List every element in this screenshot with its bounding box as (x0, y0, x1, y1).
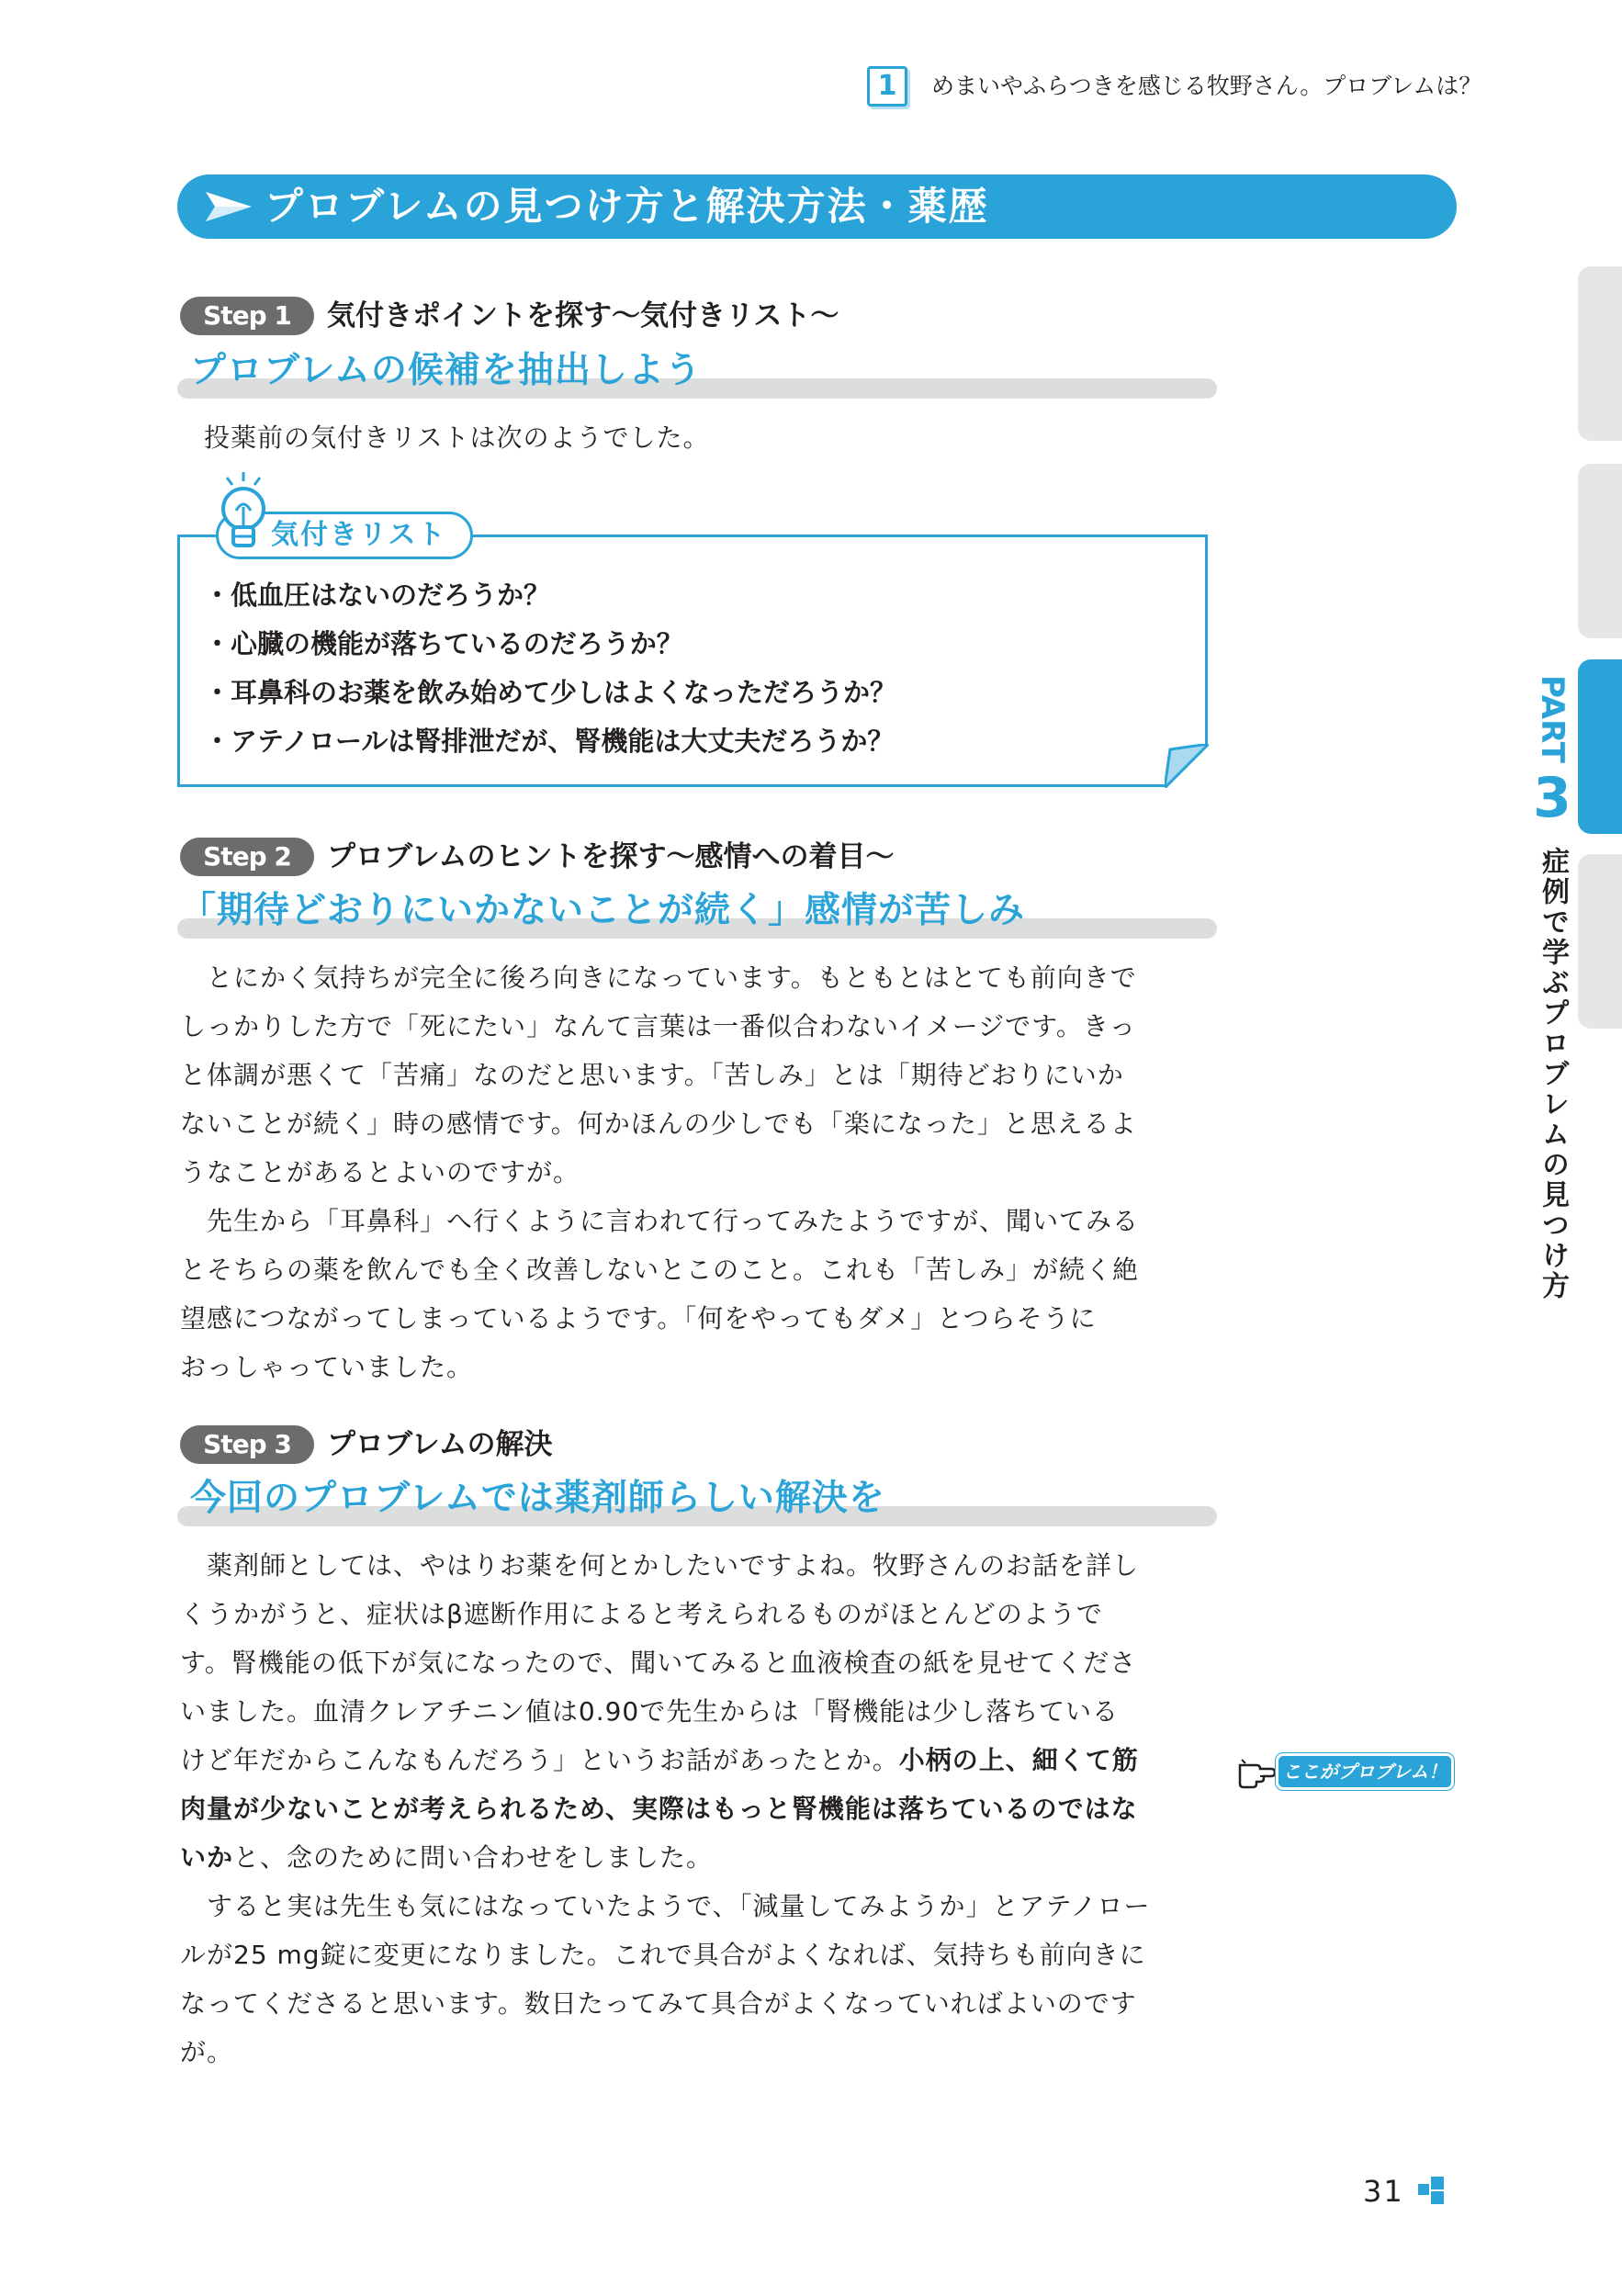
paper-plane-icon (204, 188, 253, 225)
step1-heading: プロブレムの候補を抽出しよう (190, 350, 702, 391)
step2-title: プロブレムのヒントを探す〜感情への着目〜 (327, 840, 895, 873)
page-fold-corner (1165, 744, 1209, 788)
part-label (1525, 675, 1580, 830)
step3-paragraph-line (180, 1736, 1139, 1784)
step2-paragraph-line: とにかく気持ちが完全に後ろ向きになっています。もともとはとても前向きで (180, 962, 1137, 993)
step3-paragraph-line: 薬剤師としては、やはりお薬を何とかしたいですよね。牧野さんのお話を詳し (180, 1550, 1140, 1581)
step3-paragraph-line: なってくださると思います。数日たってみて具合がよくなっていればよいのです (180, 1988, 1137, 2019)
step3-line-plain: けど年だからこんなもんだろう」というお話があったとか。 (180, 1745, 899, 1775)
step1-title: 気付きポイントを探す〜気付きリスト〜 (327, 299, 839, 332)
side-tab-part1[interactable] (1578, 266, 1622, 441)
step2-paragraph-line: しっかりした方で「死にたい」なんて言葉は一番似合わないイメージです。きっ (180, 1011, 1136, 1041)
list-item: ・耳鼻科のお薬を飲み始めて少しはよくなっただろうか？ (204, 677, 897, 708)
step2-paragraph-line: ないことが続く」時の感情です。何かほんの少しでも「楽になった」と思えるよ (180, 1109, 1137, 1139)
notice-list-label: 気付きリスト (271, 519, 447, 551)
side-tab-part4[interactable] (1578, 854, 1622, 1029)
list-item: ・アテノロールは腎排泄だが、腎機能は大丈夫だろうか？ (204, 726, 895, 757)
step3-line-emphasis: 肉量が少ないことが考えられるため、実際はもっと腎機能は落ちているのではな (180, 1794, 1138, 1824)
light-bulb-icon (214, 470, 273, 560)
step3-paragraph-line: す。腎機能の低下が気になったので、聞いてみると血液検査の紙を見せてくださ (180, 1648, 1137, 1678)
step3-paragraph-line: すると実は先生も気にはなっていたようで、「減量してみようか」とアテノロー (180, 1891, 1151, 1921)
pointing-hand-icon (1236, 1754, 1277, 1789)
part-word: PART (1534, 675, 1571, 763)
step2-paragraph-line: と体調が悪くて「苦痛」なのだと思います。「苦しみ」とは「期待どおりにいか (180, 1060, 1124, 1090)
step3-line-emphasis: 小柄の上、細くて筋 (898, 1745, 1139, 1775)
step3-paragraph-line: くうかがうと、症状はβ遮断作用によると考えられるものがほとんどのようで (180, 1599, 1103, 1629)
step3-heading: 今回のプロブレムでは薬剤師らしい解決を (190, 1478, 885, 1519)
list-item: ・低血圧はないのだろうか？ (204, 580, 551, 611)
step3-line-plain: と、念のために問い合わせをしました。 (233, 1842, 714, 1873)
problem-callout: ここがプロブレム！ (1278, 1756, 1451, 1787)
step2-paragraph-line: とそちらの薬を飲んでも全く改善しないとこのこと。これも「苦しみ」が続く絶 (180, 1255, 1140, 1285)
step2-heading: 「期待どおりにいかないことが続く」感情が苦しみ (180, 890, 1026, 931)
running-title: めまいやふらつきを感じる牧野さん。プロブレムは？ (931, 73, 1482, 99)
part-vertical-title: 症例で学ぶプロブレムの見つけ方 (1537, 847, 1569, 1301)
step2-paragraph-line: おっしゃっていました。 (180, 1352, 474, 1382)
section-title: プロブレムの見つけ方と解決方法・薬歴 (265, 184, 989, 229)
step1-badge: Step 1 (180, 297, 314, 335)
part-number: 3 (1533, 765, 1571, 830)
page-mark-icon (1418, 2177, 1446, 2204)
side-tab-part2[interactable] (1578, 464, 1622, 638)
step3-paragraph-line: ルが25 mg錠に変更になりました。これで具合がよくなれば、気持ちも前向きに (180, 1940, 1146, 1970)
step2-badge: Step 2 (180, 838, 314, 876)
step2-paragraph-line: うなことがあるとよいのですが。 (180, 1157, 580, 1187)
step3-badge: Step 3 (180, 1425, 314, 1464)
chapter-number-box: 1 (867, 66, 907, 107)
step2-paragraph-line: 望感につながってしまっているようです。「何をやってもダメ」とつらそうに (180, 1303, 1097, 1334)
step3-title: プロブレムの解決 (327, 1428, 553, 1461)
step3-paragraph-line: いました。血清クレアチニン値は0.90で先生からは「腎機能は少し落ちている (180, 1696, 1119, 1727)
step3-paragraph-line (180, 1833, 713, 1882)
step2-paragraph-line: 先生から「耳鼻科」へ行くように言われて行ってみたようですが、聞いてみる (180, 1206, 1140, 1236)
side-tab-part3[interactable] (1578, 659, 1622, 834)
step3-line-emphasis: いか (180, 1842, 234, 1873)
step1-intro: 投薬前の気付きリストは次のようでした。 (204, 422, 710, 453)
page-number: 31 (1363, 2174, 1404, 2209)
step3-paragraph-line: が。 (180, 2037, 234, 2067)
list-item: ・心臓の機能が落ちているのだろうか？ (204, 628, 683, 659)
